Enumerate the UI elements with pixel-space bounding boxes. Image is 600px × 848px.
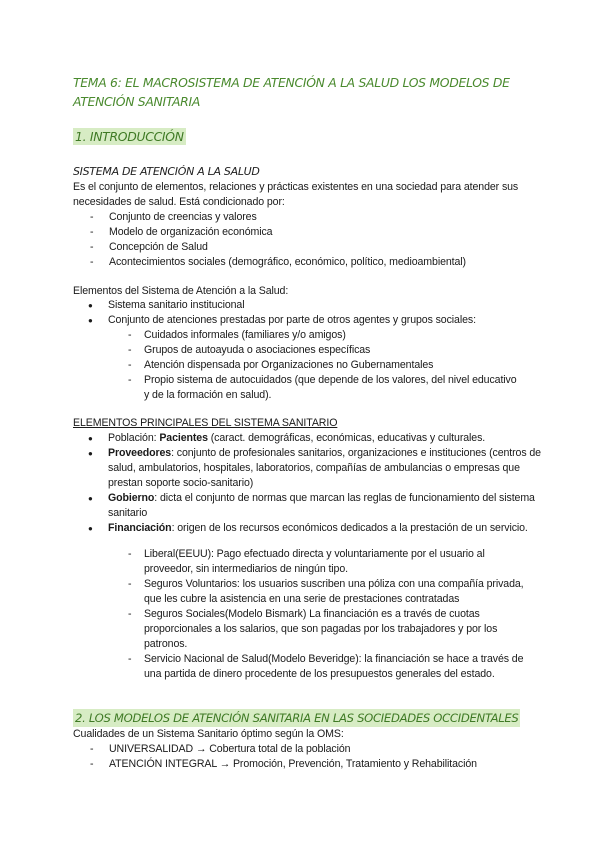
list-item: - Seguros Voluntarios: los usuarios suscriben una póliza con una compañía privada, que les cubre la asistencia en una serie de prestaciones contratadas [73, 577, 528, 607]
list-item-proveedores [73, 446, 548, 491]
proveedores-term: Proveedores [108, 447, 172, 459]
list-item-poblacion [73, 431, 548, 446]
list-item: - Propio sistema de autocuidados (que depende de los valores, del nivel educativo y de la formación en salud). [73, 373, 523, 403]
list-item: - ATENCIÓN INTEGRAL → Promoción, Prevención, Tratamiento y Rehabilitación [73, 757, 543, 772]
section2-intro: Cualidades de un Sistema Sanitario óptimo según la OMS: [73, 728, 344, 740]
list-item: - Servicio Nacional de Salud(Modelo Beveridge): la financiación se hace a través de una partida de dinero procedente de los presupuestos generales del estado. [73, 652, 528, 682]
poblacion-label: Población: [108, 432, 160, 444]
poblacion-text: (caract. demográficas, económicas, educativas y culturales. [207, 432, 486, 444]
financiacion-term: Financiación [108, 522, 172, 534]
list-item: - Seguros Sociales(Modelo Bismark) La financiación es a través de cuotas proporcionales a los salarios, que son pagadas por los trabajadores y por los patronos. [73, 607, 528, 652]
proveedores-text: : conjunto de profesionales sanitarios, organizaciones e instituciones (centros de salud, ambulatorios, hospitales, laboratorios, compañías de ambulancias o empresas que prestan soporte socio-sanitario) [108, 447, 541, 489]
list-item-financiacion [73, 521, 548, 536]
elements-list [73, 298, 543, 328]
list-item: - UNIVERSALIDAD → Cobertura total de la población [73, 742, 543, 757]
principal-list [73, 431, 548, 536]
section-heading-modelos: 2. LOS MODELOS DE ATENCIÓN SANITARIA EN LAS SOCIEDADES OCCIDENTALES [75, 711, 519, 725]
list-item: ● Sistema sanitario institucional [73, 298, 543, 313]
list-item: - Conjunto de creencias y valores [73, 210, 543, 225]
pacientes-term: Pacientes [159, 432, 208, 444]
list-item: - Concepción de Salud [73, 240, 543, 255]
list-item: - Cuidados informales (familiares y/o amigos) [73, 328, 523, 343]
list-item: - Grupos de autoayuda o asociaciones específicas [73, 343, 523, 358]
other-agents-list [73, 328, 523, 403]
oms-qualities-list [73, 742, 543, 772]
gobierno-text: : dicta el conjunto de normas que marcan las reglas de funcionamiento del sistema sanitario [108, 492, 535, 519]
list-item: - Acontecimientos sociales (demográfico, económico, político, medioambiental) [73, 255, 543, 270]
financiacion-models-list [73, 547, 528, 682]
list-item: - Modelo de organización económica [73, 225, 543, 240]
list-item [73, 313, 543, 328]
document-title: TEMA 6: EL MACROSISTEMA DE ATENCIÓN A LA SALUD LOS MODELOS DE ATENCIÓN SANITARIA [73, 75, 510, 109]
section-heading-introduccion: 1. INTRODUCCIÓN [75, 129, 184, 144]
principal-heading: ELEMENTOS PRINCIPALES DEL SISTEMA SANITARIO [73, 417, 338, 429]
subheading-sistema-atencion: SISTEMA DE ATENCIÓN A LA SALUD [73, 165, 260, 178]
intro-paragraph: Es el conjunto de elementos, relaciones y prácticas existentes en una sociedad para atender sus necesidades de salud. Está condicionado por: [73, 181, 519, 208]
financiacion-text: : origen de los recursos económicos dedicados a la prestación de un servicio. [171, 522, 528, 534]
list-item: - Liberal(EEUU): Pago efectuado directa y voluntariamente por el usuario al proveedor, sin intermediarios de ningún tipo. [73, 547, 528, 577]
conditions-list [73, 210, 543, 270]
gobierno-term: Gobierno [108, 492, 155, 504]
elements-intro: Elementos del Sistema de Atención a la Salud: [73, 285, 289, 297]
list-item-text: Conjunto de atenciones prestadas por parte de otros agentes y grupos sociales: [108, 314, 476, 326]
list-item: - Atención dispensada por Organizaciones no Gubernamentales [73, 358, 523, 373]
list-item-gobierno [73, 491, 548, 521]
